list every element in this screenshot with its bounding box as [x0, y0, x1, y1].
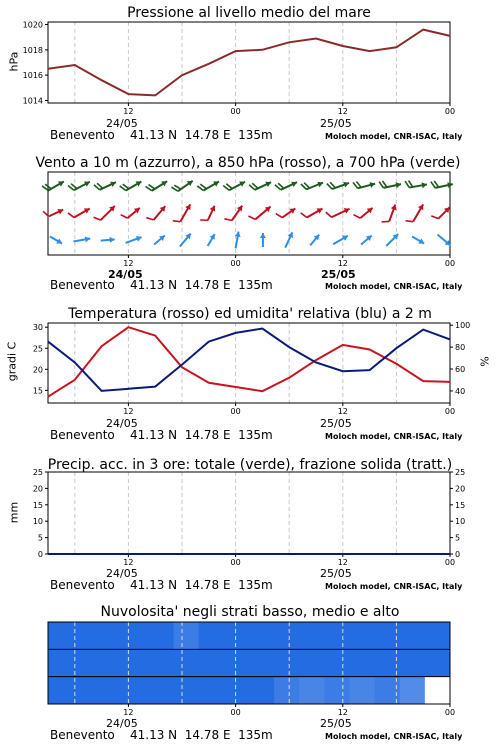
temp-date-2: 25/05 [320, 417, 352, 430]
cloud-cell [199, 622, 225, 649]
cloud-cell [299, 622, 325, 649]
cloud-cell [149, 649, 175, 676]
temp-ylabel-left: gradi C [5, 341, 19, 382]
pressure-date-1: 24/05 [106, 117, 138, 130]
precip-title: Precip. acc. in 3 ore: totale (verde), frazione solida (tratt.) [47, 457, 453, 473]
precip-credit: Moloch model, CNR-ISAC, Italy [325, 582, 463, 591]
wind-10m-arrow [208, 234, 215, 246]
wind-850-arrow [43, 209, 63, 216]
cloud-cell [149, 677, 175, 704]
cloud-cell [123, 677, 149, 704]
wind-850-arrow [224, 206, 242, 221]
cloud-cell [299, 677, 325, 704]
wind-700-arrow [120, 181, 142, 190]
cloud-cell [174, 622, 200, 649]
cloud-date-2: 25/05 [320, 717, 352, 730]
cloud-cell [425, 622, 451, 649]
cloud-cell [249, 649, 275, 676]
wind-850-arrow [248, 207, 270, 220]
wind-700-arrow [146, 181, 168, 191]
temp-xtick-label: 00 [230, 407, 241, 416]
temp-xtick-label: 00 [444, 407, 456, 416]
wind-700-arrow [379, 181, 401, 188]
pressure-ylabel: hPa [7, 51, 21, 72]
precip-ytick-label: 20 [32, 484, 43, 494]
pressure-line [48, 30, 450, 96]
wind-10m-arrow [260, 233, 266, 247]
humidity-ytick-label: 100 [455, 321, 471, 331]
precip-right-ytick-label: 5 [455, 533, 461, 543]
wind-credit: Moloch model, CNR-ISAC, Italy [325, 282, 463, 291]
precip-ytick-label: 25 [32, 468, 43, 477]
cloud-cell [48, 677, 74, 704]
pressure-ytick-label: 1020 [22, 20, 43, 30]
pressure-ytick-label: 1018 [22, 45, 43, 55]
cloud-xtick-label: 00 [444, 708, 456, 717]
cloud-cell [400, 677, 426, 704]
cloud-date-1: 24/05 [106, 717, 138, 730]
pressure-credit: Moloch model, CNR-ISAC, Italy [325, 132, 463, 141]
wind-date-1: 24/05 [108, 268, 143, 281]
precip-xtick-label: 00 [444, 558, 456, 567]
cloud-cell [324, 622, 350, 649]
wind-850-arrow [353, 208, 372, 218]
cloud-cell [73, 677, 99, 704]
precip-ylabel: mm [7, 501, 21, 524]
wind-location: Benevento 41.13 N 14.78 E 135m [50, 278, 273, 292]
wind-xtick-label: 12 [123, 259, 134, 268]
precip-location: Benevento 41.13 N 14.78 E 135m [50, 578, 273, 592]
temp-xtick-label: 12 [123, 407, 134, 416]
cloud-title: Nuvolosita' negli strati basso, medio e alto [100, 604, 400, 620]
pressure-xtick-label: 00 [230, 107, 241, 116]
wind-850-arrow [173, 204, 191, 221]
precip-right-ytick-label: 10 [455, 517, 466, 527]
pressure-date-2: 25/05 [320, 117, 352, 130]
cloud-cell [73, 622, 99, 649]
wind-700-arrow [197, 181, 219, 190]
wind-10m-arrow [101, 237, 115, 243]
wind-10m-arrow [235, 232, 241, 249]
wind-850-arrow [301, 208, 323, 217]
precip-ytick-label: 15 [32, 500, 43, 510]
temp-date-1: 24/05 [106, 417, 138, 430]
cloud-cell [224, 649, 250, 676]
temperature-line [48, 327, 450, 397]
cloud-cell [425, 649, 451, 676]
wind-700-arrow [68, 181, 90, 190]
wind-title: Vento a 10 m (azzurro), a 850 hPa (rosso), a 700 hPa (verde) [35, 155, 461, 171]
cloud-cell [274, 677, 300, 704]
wind-10m-arrow [310, 235, 319, 246]
temp-credit: Moloch model, CNR-ISAC, Italy [325, 432, 463, 441]
wind-date-2: 25/05 [321, 268, 356, 281]
cloud-xtick-label: 12 [123, 708, 134, 717]
wind-850-arrow [146, 206, 165, 220]
cloud-cell [249, 622, 275, 649]
pressure-location: Benevento 41.13 N 14.78 E 135m [50, 128, 273, 142]
cloud-cell [98, 649, 124, 676]
wind-xtick-label: 12 [337, 259, 348, 268]
cloud-cell [400, 649, 426, 676]
cloud-cell [73, 649, 99, 676]
wind-10m-arrow [361, 236, 372, 245]
precip-right-ytick-label: 15 [455, 500, 466, 510]
cloud-xtick-label: 12 [337, 708, 348, 717]
cloud-cell [48, 649, 74, 676]
wind-10m-arrow [333, 236, 348, 245]
temp-location: Benevento 41.13 N 14.78 E 135m [50, 428, 273, 442]
wind-850-arrow [94, 206, 115, 220]
temp-ytick-label: 20 [32, 365, 43, 375]
wind-850-arrow [406, 204, 424, 221]
wind-700-arrow [42, 181, 64, 190]
precip-xtick-label: 00 [230, 558, 241, 567]
wind-700-arrow [327, 182, 349, 189]
pressure-xtick-label: 12 [123, 107, 134, 116]
pressure-xtick-label: 00 [444, 107, 456, 116]
wind-700-arrow [249, 182, 271, 190]
pressure-xtick-label: 12 [337, 107, 348, 116]
cloud-cell [274, 649, 300, 676]
pressure-ytick-label: 1016 [22, 71, 43, 81]
wind-700-arrow [405, 181, 427, 189]
wind-700-arrow [223, 181, 245, 190]
cloud-xtick-label: 00 [230, 708, 241, 717]
cloud-cell [224, 677, 250, 704]
precip-ytick-label: 5 [37, 533, 43, 543]
wind-850-arrow [326, 208, 350, 217]
wind-700-arrow [353, 181, 375, 188]
cloud-cell [174, 649, 200, 676]
temp-title: Temperatura (rosso) ed umidita' relativa (blu) a 2 m [68, 306, 432, 322]
wind-850-arrow [68, 208, 90, 217]
humidity-ytick-label: 40 [455, 386, 466, 396]
humidity-ytick-label: 80 [455, 343, 466, 353]
temp-xtick-label: 12 [337, 407, 348, 416]
pressure-ytick-label: 1014 [22, 96, 43, 106]
wind-700-arrow [275, 182, 297, 190]
precip-ytick-label: 10 [32, 517, 43, 527]
precip-right-ytick-label: 25 [455, 468, 466, 477]
precip-frame [48, 472, 450, 554]
wind-10m-arrow [50, 237, 62, 244]
wind-10m-arrow [412, 237, 424, 244]
wind-700-arrow [94, 182, 116, 190]
cloud-cell [299, 649, 325, 676]
cloud-cell [425, 677, 451, 704]
wind-850-arrow [431, 207, 449, 218]
precip-date-1: 24/05 [106, 567, 138, 580]
pressure-frame [48, 22, 450, 103]
cloud-cell [350, 677, 376, 704]
cloud-cell [324, 649, 350, 676]
temp-ytick-label: 15 [32, 386, 43, 396]
precip-right-ytick-label: 20 [455, 484, 466, 494]
wind-850-arrow [121, 208, 140, 218]
wind-10m-arrow [73, 236, 90, 242]
cloud-cell [98, 622, 124, 649]
precip-date-2: 25/05 [320, 567, 352, 580]
cloud-cell [48, 622, 74, 649]
wind-10m-arrow [437, 235, 450, 246]
cloud-cell [123, 649, 149, 676]
cloud-cell [149, 622, 175, 649]
wind-700-arrow [301, 182, 323, 190]
cloud-cell [199, 677, 225, 704]
cloud-credit: Moloch model, CNR-ISAC, Italy [325, 732, 463, 741]
cloud-cell [224, 622, 250, 649]
cloud-cell [324, 677, 350, 704]
wind-850-arrow [382, 205, 397, 222]
precip-xtick-label: 12 [337, 558, 348, 567]
wind-xtick-label: 00 [230, 259, 241, 268]
humidity-ytick-label: 60 [455, 365, 466, 375]
cloud-cell [249, 677, 275, 704]
wind-850-arrow [200, 206, 215, 221]
precip-xtick-label: 12 [123, 558, 134, 567]
precip-right-ytick-label: 0 [455, 550, 461, 559]
wind-10m-arrow [154, 236, 165, 245]
temp-ylabel-right: % [478, 356, 492, 367]
precip-ytick-label: 0 [37, 550, 43, 559]
cloud-cell [199, 649, 225, 676]
wind-xtick-label: 00 [444, 259, 456, 268]
temp-ytick-label: 25 [32, 344, 43, 354]
cloud-cell [350, 649, 376, 676]
wind-850-arrow [276, 208, 296, 217]
cloud-cell [98, 677, 124, 704]
cloud-location: Benevento 41.13 N 14.78 E 135m [50, 728, 273, 742]
cloud-cell [123, 622, 149, 649]
cloud-cell [400, 622, 426, 649]
pressure-title: Pressione al livello medio del mare [127, 5, 371, 21]
cloud-cell [274, 622, 300, 649]
cloud-cell [350, 622, 376, 649]
cloud-cell [174, 677, 200, 704]
temp-ytick-label: 30 [32, 323, 43, 333]
